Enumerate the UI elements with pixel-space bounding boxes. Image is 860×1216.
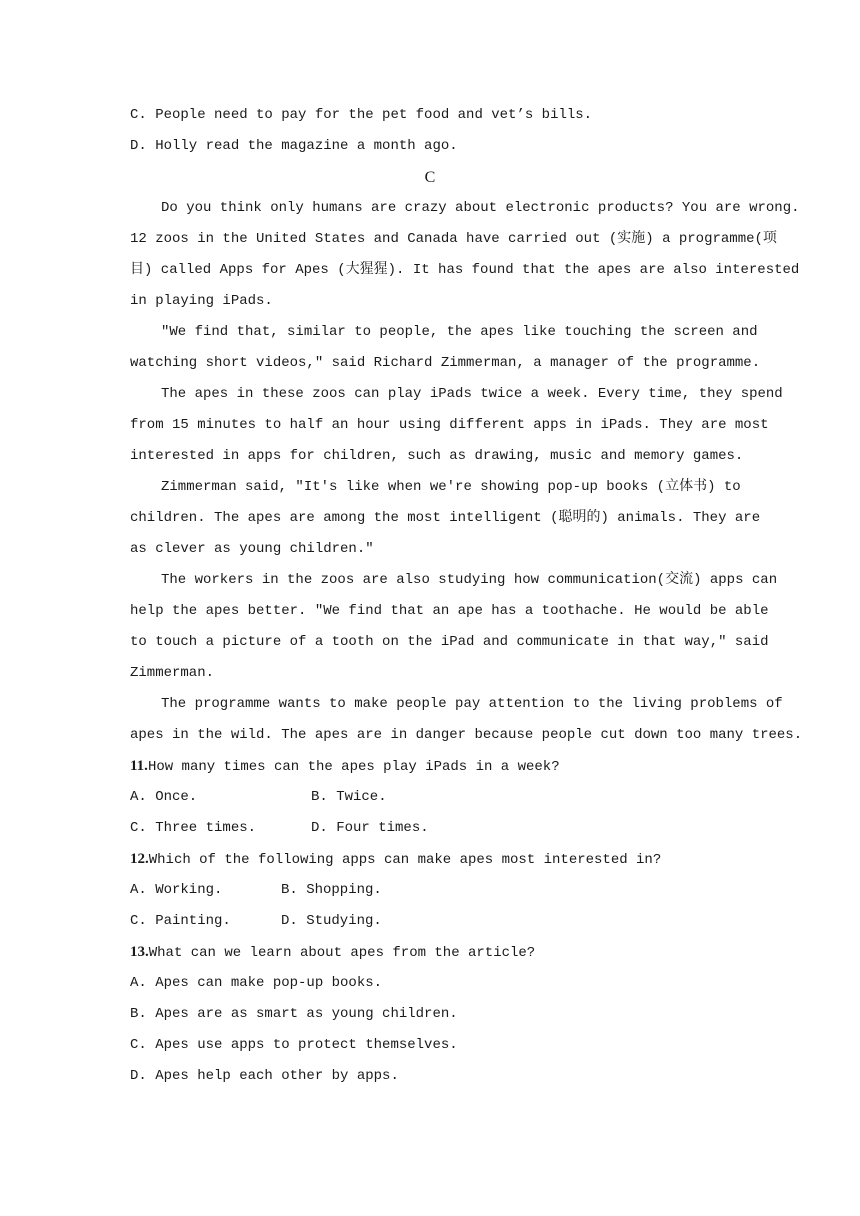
passage-paragraph-3 <box>130 379 783 472</box>
option-b[interactable]: B. Apes are as smart as young children. <box>130 1006 458 1022</box>
question-13 <box>130 937 730 1092</box>
option-row <box>130 875 730 906</box>
question-text: How many times can the apes play iPads in a week? <box>147 759 560 775</box>
question-stem <box>130 937 730 968</box>
passage-paragraph-2 <box>130 317 761 379</box>
passage-line: 目) called Apps for Apes (大猩猩). It has found that the apes are also interested <box>130 262 800 278</box>
question-stem <box>130 844 730 875</box>
passage-line: Zimmerman. <box>130 665 215 681</box>
passage-line: watching short videos," said Richard Zimmerman, a manager of the programme. <box>130 355 761 371</box>
passage-line: in playing iPads. <box>130 293 273 309</box>
option-c[interactable]: C. Apes use apps to protect themselves. <box>130 1037 458 1053</box>
option-d-previous: D. Holly read the magazine a month ago. <box>130 138 458 154</box>
document-page <box>130 100 803 1092</box>
question-text: Which of the following apps can make apes most interested in? <box>148 852 662 868</box>
option-b[interactable]: B. Shopping. <box>281 882 382 898</box>
option-d[interactable]: D. Apes help each other by apps. <box>130 1068 399 1084</box>
option-a[interactable]: A. Once. <box>130 789 198 805</box>
question-text: What can we learn about apes from the article? <box>148 945 536 961</box>
option-row <box>130 906 730 937</box>
option-c[interactable]: C. Three times. <box>130 820 257 836</box>
option-c-previous: C. People need to pay for the pet food and vet’s bills. <box>130 107 593 123</box>
passage-line: The programme wants to make people pay attention to the living problems of <box>161 696 783 712</box>
option-c[interactable]: C. Painting. <box>130 913 231 929</box>
option-d[interactable]: D. Studying. <box>281 913 382 929</box>
question-11 <box>130 751 730 844</box>
option-a[interactable]: A. Working. <box>130 882 223 898</box>
option-a[interactable]: A. Apes can make pop-up books. <box>130 975 383 991</box>
passage-paragraph-6 <box>130 689 803 751</box>
passage-paragraph-5 <box>130 565 778 689</box>
passage-line: help the apes better. "We find that an ape has a toothache. He would be able <box>130 603 769 619</box>
question-number: 11. <box>130 758 148 774</box>
passage-line: Do you think only humans are crazy about electronic products? You are wrong. <box>161 200 800 216</box>
passage-line: The apes in these zoos can play iPads twice a week. Every time, they spend <box>161 386 783 402</box>
passage-line: "We find that, similar to people, the apes like touching the screen and <box>161 324 758 340</box>
question-12 <box>130 844 730 937</box>
passage-line: as clever as young children." <box>130 541 374 557</box>
passage-line: The workers in the zoos are also studying how communication(交流) apps can <box>161 572 778 588</box>
passage-line: 12 zoos in the United States and Canada have carried out (实施) a programme(项 <box>130 231 777 247</box>
passage-line: children. The apes are among the most intelligent (聪明的) animals. They are <box>130 510 761 526</box>
option-d[interactable]: D. Four times. <box>311 820 429 836</box>
option-row <box>130 782 730 813</box>
passage-line: Zimmerman said, "It's like when we're showing pop-up books (立体书) to <box>161 479 741 495</box>
question-stem <box>130 751 730 782</box>
passage-paragraph-1 <box>130 193 800 317</box>
question-number: 12. <box>130 851 149 867</box>
passage-line: apes in the wild. The apes are in danger because people cut down too many trees. <box>130 727 803 743</box>
option-row <box>130 813 730 844</box>
passage-line: to touch a picture of a tooth on the iPad and communicate in that way," said <box>130 634 769 650</box>
passage-paragraph-4 <box>130 472 761 565</box>
option-b[interactable]: B. Twice. <box>311 789 387 805</box>
question-number: 13. <box>130 944 149 960</box>
section-heading: C <box>424 169 436 186</box>
passage-line: from 15 minutes to half an hour using different apps in iPads. They are most <box>130 417 769 433</box>
passage-line: interested in apps for children, such as drawing, music and memory games. <box>130 448 744 464</box>
